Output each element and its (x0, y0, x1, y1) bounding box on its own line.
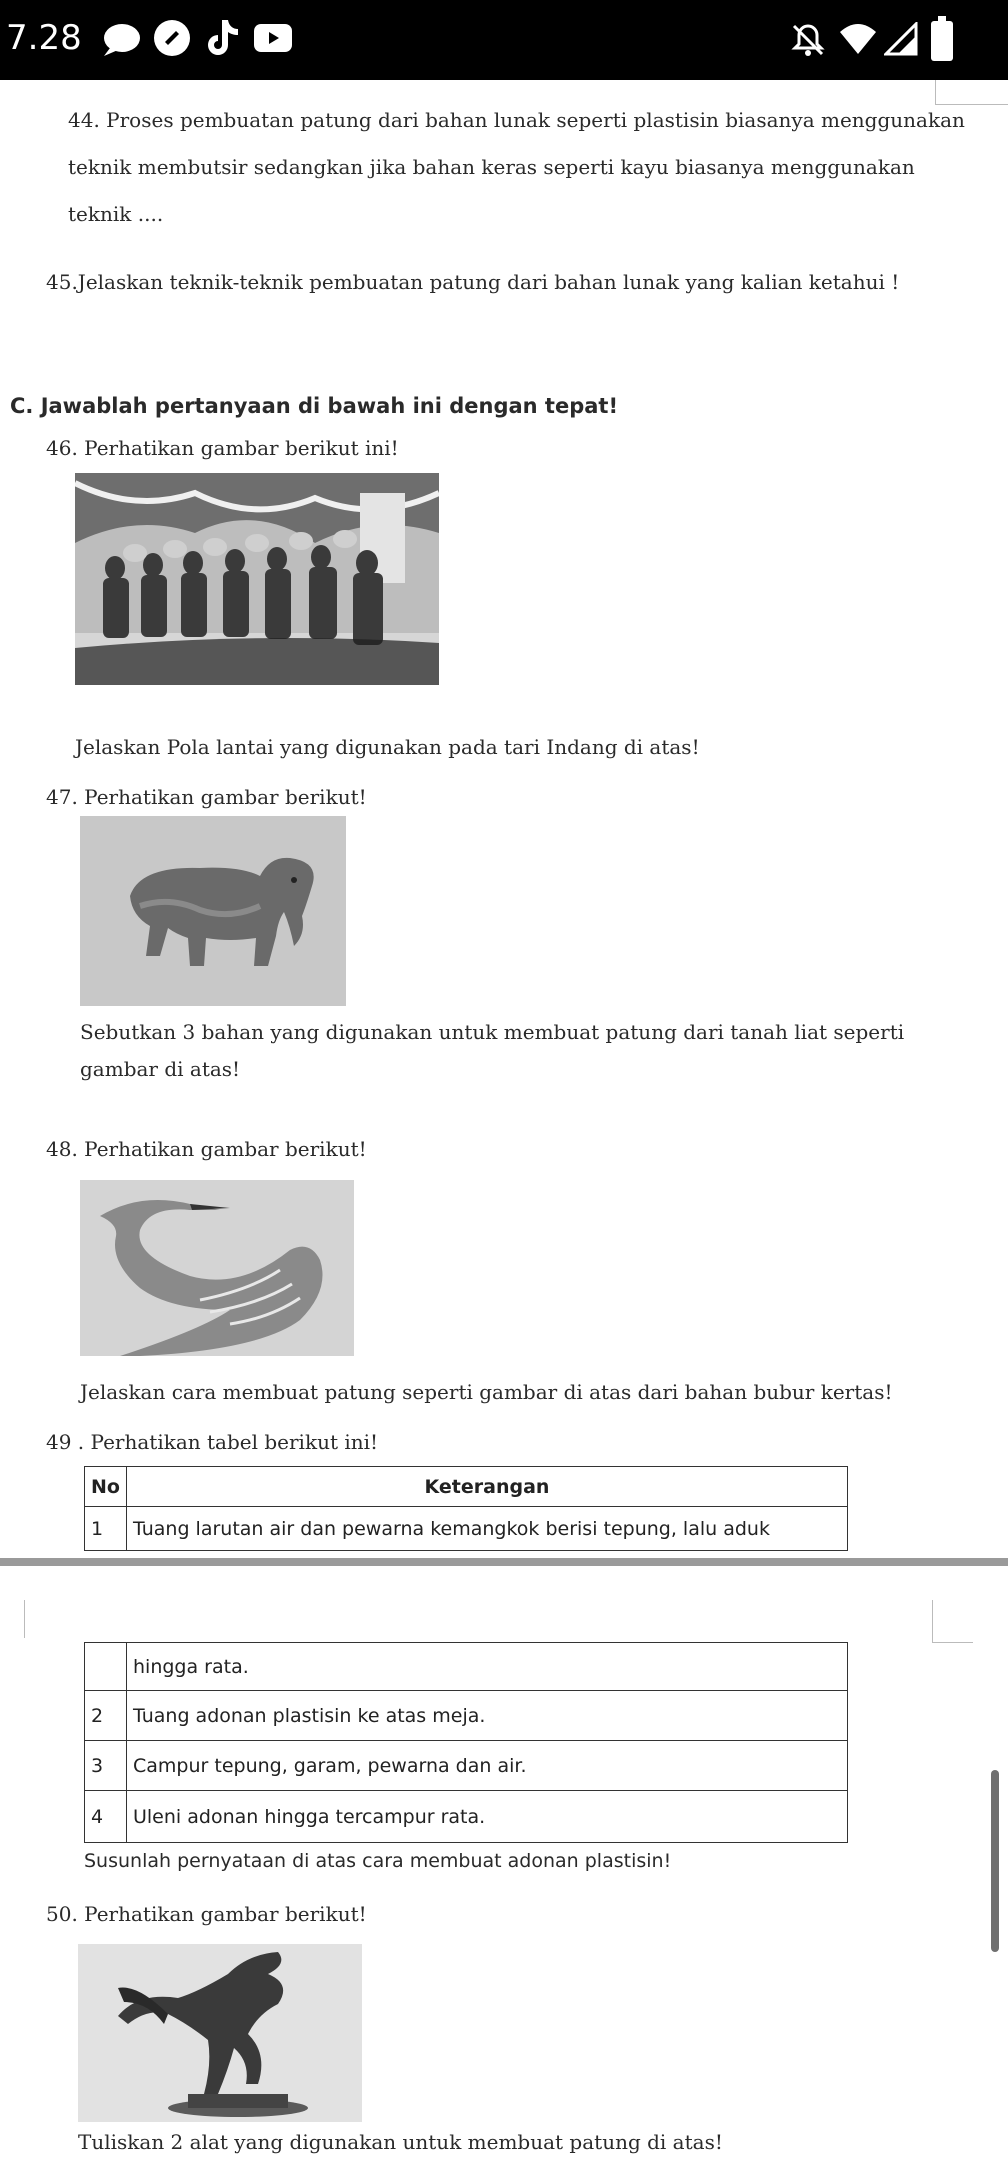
table-row (85, 1741, 848, 1791)
steps-table-part1 (84, 1466, 848, 1551)
q44-line3: teknik .... (68, 202, 164, 226)
swan-photo (80, 1180, 354, 1356)
chat-bubble-icon (100, 22, 144, 62)
section-c-title: C. Jawablah pertanyaan di bawah ini dengan tepat! (10, 394, 619, 418)
page-corner-mark (0, 1600, 25, 1638)
row-text: Tuang larutan air dan pewarna kemangkok berisi tepung, lalu aduk (127, 1507, 848, 1551)
q49-intro: 49 . Perhatikan tabel berikut ini! (46, 1430, 379, 1454)
signal-icon (884, 22, 918, 60)
row-number (85, 1643, 127, 1691)
page-corner-mark (935, 80, 1008, 105)
row-text: Uleni adonan hingga tercampur rata. (127, 1791, 848, 1843)
horse-photo (78, 1944, 362, 2122)
row-text: Tuang adonan plastisin ke atas meja. (127, 1691, 848, 1741)
table-row (85, 1643, 848, 1691)
scrollbar-thumb[interactable] (991, 1770, 999, 1952)
status-time: 7.28 (6, 18, 82, 58)
header-no: No (85, 1467, 127, 1507)
page-corner-mark (932, 1600, 973, 1643)
q50-intro: 50. Perhatikan gambar berikut! (46, 1902, 367, 1926)
table-row (85, 1691, 848, 1741)
header-keterangan: Keterangan (127, 1467, 848, 1507)
page-break (0, 1558, 1008, 1566)
wifi-icon (838, 22, 878, 60)
q50-question: Tuliskan 2 alat yang digunakan untuk membuat patung di atas! (78, 2130, 723, 2154)
tiktok-icon (204, 18, 240, 62)
mute-bell-icon (790, 22, 826, 62)
q46-question: Jelaskan Pola lantai yang digunakan pada tari Indang di atas! (75, 735, 700, 759)
q47-intro: 47. Perhatikan gambar berikut! (46, 785, 367, 809)
q47-line2: gambar di atas! (80, 1057, 241, 1081)
q46-intro: 46. Perhatikan gambar berikut ini! (46, 436, 399, 460)
q47-line1: Sebutkan 3 bahan yang digunakan untuk membuat patung dari tanah liat seperti (80, 1020, 905, 1044)
row-text: hingga rata. (127, 1643, 848, 1691)
dance-photo (75, 473, 439, 685)
table-row (85, 1507, 848, 1551)
status-bar (0, 0, 1008, 80)
q44-line2: teknik membutsir sedangkan jika bahan keras seperti kayu biasanya menggunakan (68, 155, 915, 179)
q49-question: Susunlah pernyataan di atas cara membuat adonan plastisin! (84, 1850, 672, 1872)
q48-question: Jelaskan cara membuat patung seperti gambar di atas dari bahan bubur kertas! (80, 1380, 893, 1404)
table-header-row (85, 1467, 848, 1507)
table-row (85, 1791, 848, 1843)
row-text: Campur tepung, garam, pewarna dan air. (127, 1741, 848, 1791)
steps-table-part2 (84, 1642, 848, 1843)
battery-icon (930, 16, 954, 66)
q44-line1: 44. Proses pembuatan patung dari bahan lunak seperti plastisin biasanya menggunakan (68, 108, 965, 132)
row-number: 1 (85, 1507, 127, 1551)
video-icon (252, 22, 294, 58)
q45-text: 45.Jelaskan teknik-teknik pembuatan patung dari bahan lunak yang kalian ketahui ! (46, 270, 900, 294)
circle-app-icon (152, 18, 192, 62)
row-number: 3 (85, 1741, 127, 1791)
q48-intro: 48. Perhatikan gambar berikut! (46, 1137, 367, 1161)
row-number: 4 (85, 1791, 127, 1843)
elephant-photo (80, 816, 346, 1006)
row-number: 2 (85, 1691, 127, 1741)
